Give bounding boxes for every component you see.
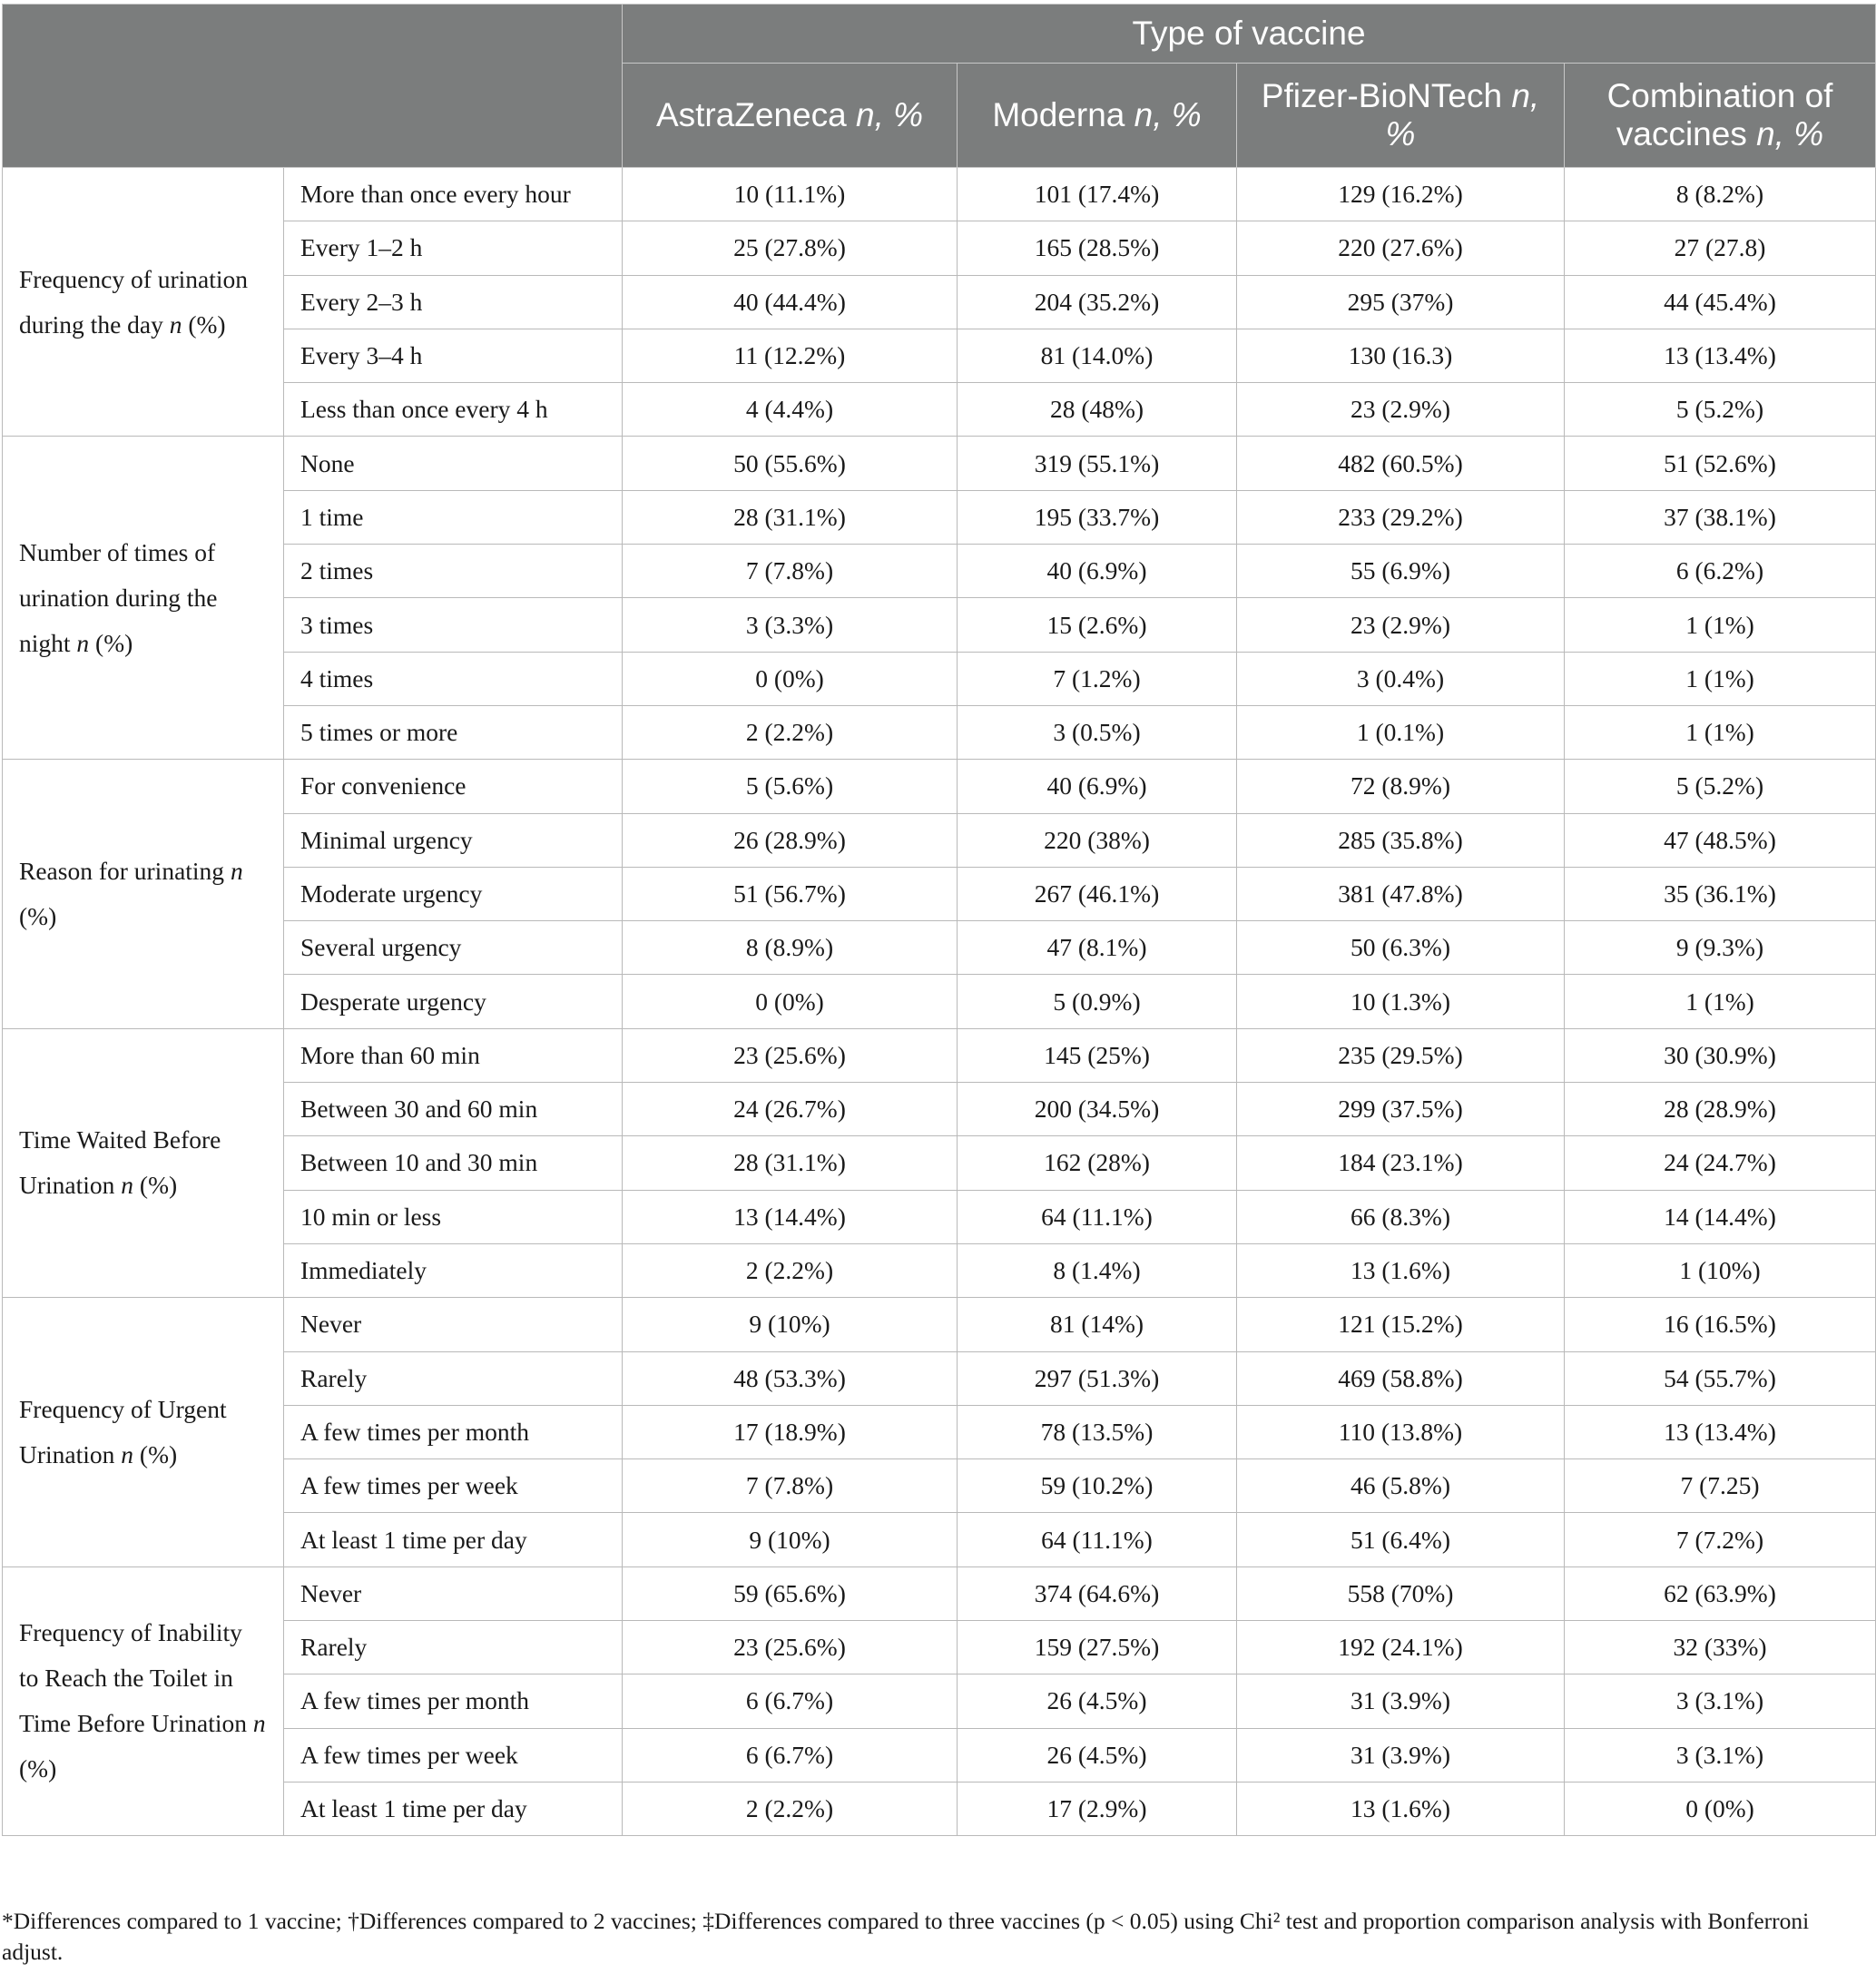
table-row <box>3 1405 1876 1458</box>
value-cell: 129 (16.2%) <box>1237 168 1565 221</box>
value-cell: 3 (3.1%) <box>1565 1728 1876 1782</box>
value-cell: 8 (8.9%) <box>623 921 958 975</box>
value-cell: 9 (10%) <box>623 1298 958 1351</box>
value-cell: 7 (7.8%) <box>623 1459 958 1513</box>
row-label: Every 3–4 h <box>284 329 623 382</box>
group-label: Reason for urinating <box>19 857 225 885</box>
value-cell: 28 (28.9%) <box>1565 1083 1876 1136</box>
value-cell: 5 (5.2%) <box>1565 383 1876 437</box>
value-cell: 66 (8.3%) <box>1237 1190 1565 1243</box>
value-cell: 9 (9.3%) <box>1565 921 1876 975</box>
value-cell: 51 (56.7%) <box>623 867 958 920</box>
table-row <box>3 1728 1876 1782</box>
value-cell: 64 (11.1%) <box>958 1513 1237 1566</box>
row-label: Between 10 and 30 min <box>284 1136 623 1190</box>
value-cell: 5 (5.2%) <box>1565 760 1876 813</box>
value-cell: 35 (36.1%) <box>1565 867 1876 920</box>
row-label: Rarely <box>284 1351 623 1405</box>
value-cell: 0 (0%) <box>1565 1782 1876 1835</box>
group-label: Frequency of Inability to Reach the Toilet in Time Before Urination <box>19 1618 248 1738</box>
value-cell: 101 (17.4%) <box>958 168 1237 221</box>
column-header-unit: n, % <box>856 96 924 133</box>
value-cell: 2 (2.2%) <box>623 1243 958 1297</box>
value-cell: 23 (25.6%) <box>623 1621 958 1674</box>
header-group-title: Type of vaccine <box>623 5 1876 64</box>
table-row <box>3 1351 1876 1405</box>
group-label: Frequency of urination during the day <box>19 264 249 339</box>
row-label: Moderate urgency <box>284 867 623 920</box>
value-cell: 6 (6.2%) <box>1565 545 1876 598</box>
value-cell: 10 (11.1%) <box>623 168 958 221</box>
value-cell: 3 (3.3%) <box>623 598 958 652</box>
row-label: For convenience <box>284 760 623 813</box>
value-cell: 13 (13.4%) <box>1565 1405 1876 1458</box>
value-cell: 26 (4.5%) <box>958 1674 1237 1728</box>
value-cell: 17 (18.9%) <box>623 1405 958 1458</box>
value-cell: 299 (37.5%) <box>1237 1083 1565 1136</box>
table-row <box>3 705 1876 759</box>
table-row <box>3 813 1876 867</box>
column-header-name: AstraZeneca <box>655 96 847 133</box>
value-cell: 235 (29.5%) <box>1237 1028 1565 1082</box>
row-label: 4 times <box>284 652 623 705</box>
row-label: None <box>284 437 623 490</box>
column-header <box>1237 64 1565 168</box>
value-cell: 319 (55.1%) <box>958 437 1237 490</box>
value-cell: 162 (28%) <box>958 1136 1237 1190</box>
value-cell: 220 (27.6%) <box>1237 221 1565 275</box>
value-cell: 195 (33.7%) <box>958 490 1237 544</box>
value-cell: 381 (47.8%) <box>1237 867 1565 920</box>
table-row <box>3 1621 1876 1674</box>
row-label: Never <box>284 1566 623 1620</box>
value-cell: 200 (34.5%) <box>958 1083 1237 1136</box>
column-header-name: Pfizer-BioNTech <box>1261 77 1503 114</box>
value-cell: 10 (1.3%) <box>1237 975 1565 1028</box>
value-cell: 469 (58.8%) <box>1237 1351 1565 1405</box>
table-row <box>3 1136 1876 1190</box>
value-cell: 374 (64.6%) <box>958 1566 1237 1620</box>
value-cell: 2 (2.2%) <box>623 705 958 759</box>
group-unit: n (%) <box>121 1171 178 1200</box>
value-cell: 24 (24.7%) <box>1565 1136 1876 1190</box>
value-cell: 47 (48.5%) <box>1565 813 1876 867</box>
group-label-cell <box>3 437 284 760</box>
value-cell: 3 (3.1%) <box>1565 1674 1876 1728</box>
table-row <box>3 598 1876 652</box>
value-cell: 44 (45.4%) <box>1565 275 1876 329</box>
row-label: Between 30 and 60 min <box>284 1083 623 1136</box>
group-label-cell <box>3 1028 284 1297</box>
value-cell: 13 (13.4%) <box>1565 329 1876 382</box>
value-cell: 8 (1.4%) <box>958 1243 1237 1297</box>
value-cell: 4 (4.4%) <box>623 383 958 437</box>
table-header <box>3 5 1876 168</box>
value-cell: 40 (44.4%) <box>623 275 958 329</box>
value-cell: 2 (2.2%) <box>623 1782 958 1835</box>
value-cell: 13 (14.4%) <box>623 1190 958 1243</box>
group-unit: n (%) <box>76 628 133 657</box>
table-row <box>3 652 1876 705</box>
row-label: 1 time <box>284 490 623 544</box>
value-cell: 482 (60.5%) <box>1237 437 1565 490</box>
value-cell: 30 (30.9%) <box>1565 1028 1876 1082</box>
value-cell: 24 (26.7%) <box>623 1083 958 1136</box>
value-cell: 145 (25%) <box>958 1028 1237 1082</box>
value-cell: 40 (6.9%) <box>958 760 1237 813</box>
value-cell: 26 (28.9%) <box>623 813 958 867</box>
value-cell: 37 (38.1%) <box>1565 490 1876 544</box>
value-cell: 51 (6.4%) <box>1237 1513 1565 1566</box>
table-row <box>3 383 1876 437</box>
value-cell: 32 (33%) <box>1565 1621 1876 1674</box>
column-header-unit: n, % <box>1385 77 1540 152</box>
column-header <box>1565 64 1876 168</box>
value-cell: 0 (0%) <box>623 652 958 705</box>
group-label-cell <box>3 760 284 1028</box>
column-header-unit: n, % <box>1134 96 1202 133</box>
value-cell: 5 (5.6%) <box>623 760 958 813</box>
value-cell: 51 (52.6%) <box>1565 437 1876 490</box>
row-label: A few times per month <box>284 1674 623 1728</box>
value-cell: 9 (10%) <box>623 1513 958 1566</box>
table-row <box>3 545 1876 598</box>
table-row <box>3 1190 1876 1243</box>
header-blank-cell <box>3 5 623 168</box>
row-label: A few times per week <box>284 1459 623 1513</box>
value-cell: 1 (1%) <box>1565 598 1876 652</box>
group-label: Frequency of Urgent Urination <box>19 1394 227 1468</box>
row-label: A few times per week <box>284 1728 623 1782</box>
value-cell: 72 (8.9%) <box>1237 760 1565 813</box>
row-label: 10 min or less <box>284 1190 623 1243</box>
value-cell: 1 (1%) <box>1565 975 1876 1028</box>
value-cell: 192 (24.1%) <box>1237 1621 1565 1674</box>
group-label: Time Waited Before Urination <box>19 1125 221 1200</box>
value-cell: 8 (8.2%) <box>1565 168 1876 221</box>
value-cell: 1 (10%) <box>1565 1243 1876 1297</box>
row-label: A few times per month <box>284 1405 623 1458</box>
value-cell: 1 (0.1%) <box>1237 705 1565 759</box>
value-cell: 28 (31.1%) <box>623 490 958 544</box>
table-row <box>3 1782 1876 1835</box>
value-cell: 297 (51.3%) <box>958 1351 1237 1405</box>
value-cell: 23 (2.9%) <box>1237 598 1565 652</box>
value-cell: 6 (6.7%) <box>623 1728 958 1782</box>
value-cell: 3 (0.5%) <box>958 705 1237 759</box>
column-header-unit: n, % <box>1756 115 1824 152</box>
value-cell: 62 (63.9%) <box>1565 1566 1876 1620</box>
row-label: Every 1–2 h <box>284 221 623 275</box>
value-cell: 25 (27.8%) <box>623 221 958 275</box>
value-cell: 50 (55.6%) <box>623 437 958 490</box>
row-label: Every 2–3 h <box>284 275 623 329</box>
row-label: Desperate urgency <box>284 975 623 1028</box>
table-row <box>3 867 1876 920</box>
value-cell: 6 (6.7%) <box>623 1674 958 1728</box>
group-label-cell <box>3 1298 284 1566</box>
group-label-cell <box>3 168 284 437</box>
value-cell: 267 (46.1%) <box>958 867 1237 920</box>
table-row <box>3 1243 1876 1297</box>
value-cell: 26 (4.5%) <box>958 1728 1237 1782</box>
row-label: 2 times <box>284 545 623 598</box>
value-cell: 81 (14.0%) <box>958 329 1237 382</box>
value-cell: 159 (27.5%) <box>958 1621 1237 1674</box>
value-cell: 17 (2.9%) <box>958 1782 1237 1835</box>
value-cell: 1 (1%) <box>1565 652 1876 705</box>
value-cell: 3 (0.4%) <box>1237 652 1565 705</box>
value-cell: 54 (55.7%) <box>1565 1351 1876 1405</box>
row-label: Immediately <box>284 1243 623 1297</box>
value-cell: 81 (14%) <box>958 1298 1237 1351</box>
row-label: Minimal urgency <box>284 813 623 867</box>
value-cell: 130 (16.3) <box>1237 329 1565 382</box>
table-row <box>3 221 1876 275</box>
table-row <box>3 168 1876 221</box>
column-header-name: Combination of vaccines <box>1606 77 1833 152</box>
value-cell: 28 (31.1%) <box>623 1136 958 1190</box>
value-cell: 110 (13.8%) <box>1237 1405 1565 1458</box>
table-row <box>3 329 1876 382</box>
group-label: Number of times of urination during the night <box>19 537 218 657</box>
value-cell: 0 (0%) <box>623 975 958 1028</box>
row-label: Rarely <box>284 1621 623 1674</box>
value-cell: 295 (37%) <box>1237 275 1565 329</box>
table-row <box>3 1513 1876 1566</box>
value-cell: 78 (13.5%) <box>958 1405 1237 1458</box>
value-cell: 184 (23.1%) <box>1237 1136 1565 1190</box>
table-row <box>3 975 1876 1028</box>
value-cell: 50 (6.3%) <box>1237 921 1565 975</box>
row-label: Less than once every 4 h <box>284 383 623 437</box>
table-row <box>3 1083 1876 1136</box>
row-label: At least 1 time per day <box>284 1782 623 1835</box>
value-cell: 7 (1.2%) <box>958 652 1237 705</box>
value-cell: 14 (14.4%) <box>1565 1190 1876 1243</box>
value-cell: 121 (15.2%) <box>1237 1298 1565 1351</box>
row-label: More than 60 min <box>284 1028 623 1082</box>
value-cell: 15 (2.6%) <box>958 598 1237 652</box>
row-label: More than once every hour <box>284 168 623 221</box>
table-row <box>3 490 1876 544</box>
column-header <box>958 64 1237 168</box>
group-unit: n (%) <box>169 309 226 339</box>
value-cell: 558 (70%) <box>1237 1566 1565 1620</box>
value-cell: 64 (11.1%) <box>958 1190 1237 1243</box>
group-unit: n (%) <box>121 1439 178 1468</box>
value-cell: 13 (1.6%) <box>1237 1243 1565 1297</box>
row-label: Never <box>284 1298 623 1351</box>
value-cell: 11 (12.2%) <box>623 329 958 382</box>
column-header <box>623 64 958 168</box>
value-cell: 28 (48%) <box>958 383 1237 437</box>
value-cell: 165 (28.5%) <box>958 221 1237 275</box>
vaccine-urination-table <box>2 4 1876 1836</box>
table-row <box>3 1459 1876 1513</box>
row-label: 5 times or more <box>284 705 623 759</box>
value-cell: 46 (5.8%) <box>1237 1459 1565 1513</box>
value-cell: 23 (2.9%) <box>1237 383 1565 437</box>
value-cell: 31 (3.9%) <box>1237 1728 1565 1782</box>
row-label: At least 1 time per day <box>284 1513 623 1566</box>
value-cell: 47 (8.1%) <box>958 921 1237 975</box>
value-cell: 5 (0.9%) <box>958 975 1237 1028</box>
table-row <box>3 1674 1876 1728</box>
table-row <box>3 760 1876 813</box>
value-cell: 27 (27.8) <box>1565 221 1876 275</box>
table-row <box>3 1028 1876 1082</box>
row-label: 3 times <box>284 598 623 652</box>
value-cell: 204 (35.2%) <box>958 275 1237 329</box>
value-cell: 13 (1.6%) <box>1237 1782 1565 1835</box>
value-cell: 1 (1%) <box>1565 705 1876 759</box>
value-cell: 31 (3.9%) <box>1237 1674 1565 1728</box>
table-body <box>3 168 1876 1836</box>
value-cell: 48 (53.3%) <box>623 1351 958 1405</box>
table-row <box>3 921 1876 975</box>
value-cell: 7 (7.8%) <box>623 545 958 598</box>
value-cell: 7 (7.2%) <box>1565 1513 1876 1566</box>
table-row <box>3 1566 1876 1620</box>
value-cell: 285 (35.8%) <box>1237 813 1565 867</box>
table-footnote: *Differences compared to 1 vaccine; †Differences compared to 2 vaccines; ‡Differences compared to three vaccines (p < 0.05) using Chi² test and proportion comparison analysis with Bonferroni adjust. <box>2 1908 1810 1965</box>
group-label-cell <box>3 1566 284 1835</box>
value-cell: 55 (6.9%) <box>1237 545 1565 598</box>
value-cell: 23 (25.6%) <box>623 1028 958 1082</box>
table-row <box>3 1298 1876 1351</box>
table-row <box>3 275 1876 329</box>
value-cell: 233 (29.2%) <box>1237 490 1565 544</box>
group-unit: n (%) <box>19 1709 266 1783</box>
value-cell: 16 (16.5%) <box>1565 1298 1876 1351</box>
group-unit: n (%) <box>19 857 243 930</box>
value-cell: 220 (38%) <box>958 813 1237 867</box>
table-row <box>3 437 1876 490</box>
value-cell: 40 (6.9%) <box>958 545 1237 598</box>
value-cell: 59 (10.2%) <box>958 1459 1237 1513</box>
value-cell: 7 (7.25) <box>1565 1459 1876 1513</box>
column-header-name: Moderna <box>992 96 1125 133</box>
value-cell: 59 (65.6%) <box>623 1566 958 1620</box>
row-label: Several urgency <box>284 921 623 975</box>
